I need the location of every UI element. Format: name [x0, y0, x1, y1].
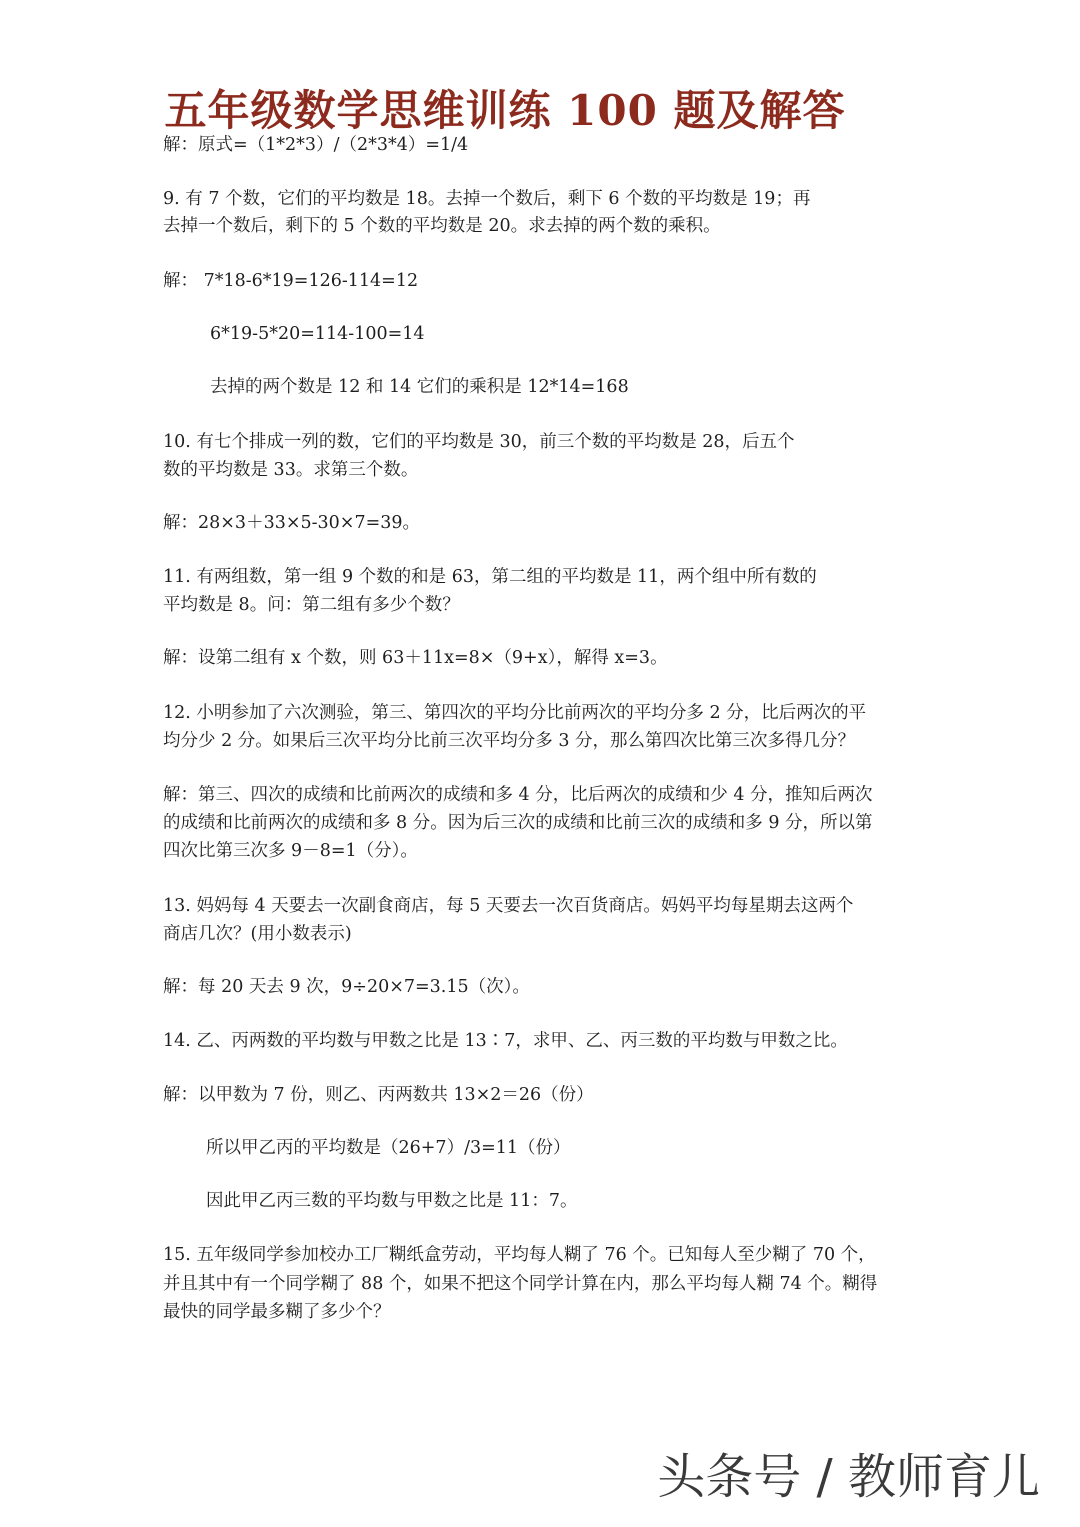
question-11-line-2: 平均数是 8。问：第二组有多少个数？ — [163, 595, 460, 615]
solution-10-line: 解：28×3＋33×5-30×7=39。 — [163, 513, 421, 533]
question-11-line-1: 11. 有两组数，第一组 9 个数的和是 63，第二组的平均数是 11，两个组中所有数的 — [163, 567, 817, 587]
question-10-line-2: 数的平均数是 33。求第三个数。 — [163, 460, 419, 480]
solution-14-line-2: 所以甲乙丙的平均数是（26+7）/3=11（份） — [206, 1138, 571, 1158]
question-15-line-1: 15. 五年级同学参加校办工厂糊纸盒劳动，平均每人糊了 76 个。已知每人至少糊了 70 个， — [163, 1245, 876, 1265]
question-12-line-2: 均分少 2 分。如果后三次平均分比前三次平均分多 3 分，那么第四次比第三次多得几分？ — [163, 731, 856, 751]
solution-14-line-3: 因此甲乙丙三数的平均数与甲数之比是 11：7。 — [206, 1191, 578, 1211]
question-13-line-1: 13. 妈妈每 4 天要去一次副食商店，每 5 天要去一次百货商店。妈妈平均每星期去这两个 — [163, 896, 854, 916]
question-15-line-2: 并且其中有一个同学糊了 88 个，如果不把这个同学计算在内，那么平均每人糊 74 个。糊得 — [163, 1274, 878, 1294]
question-9-line-1: 9. 有 7 个数，它们的平均数是 18。去掉一个数后，剩下 6 个数的平均数是 19；再 — [163, 189, 811, 209]
solution-9-line-1: 解： 7*18-6*19=126-114=12 — [163, 271, 419, 291]
solution-12-line-1: 解：第三、四次的成绩和比前两次的成绩和多 4 分，比后两次的成绩和少 4 分，推知后两次 — [163, 785, 873, 805]
solution-11-line: 解：设第二组有 x 个数，则 63＋11x=8×（9+x），解得 x=3。 — [163, 648, 668, 668]
question-9-line-2: 去掉一个数后，剩下的 5 个数的平均数是 20。求去掉的两个数的乘积。 — [163, 216, 721, 236]
solution-8-line: 解：原式=（1*2*3）/（2*3*4）=1/4 — [163, 135, 469, 155]
watermark-text: 头条号 / 教师育儿 — [657, 1449, 1040, 1505]
solution-12-line-2: 的成绩和比前两次的成绩和多 8 分。因为后三次的成绩和比前三次的成绩和多 9 分，所以第 — [163, 813, 873, 833]
solution-14-line-1: 解：以甲数为 7 份，则乙、丙两数共 13×2＝26（份） — [163, 1085, 594, 1105]
solution-9-line-2: 6*19-5*20=114-100=14 — [210, 324, 425, 344]
question-12-line-1: 12. 小明参加了六次测验，第三、第四次的平均分比前两次的平均分多 2 分，比后两次的平 — [163, 703, 867, 723]
solution-13-line: 解：每 20 天去 9 次，9÷20×7=3.15（次）。 — [163, 977, 530, 997]
question-15-line-3: 最快的同学最多糊了多少个？ — [163, 1302, 391, 1322]
solution-12-line-3: 四次比第三次多 9－8=1（分）。 — [163, 841, 418, 861]
question-13-line-2: 商店几次？(用小数表示) — [163, 924, 352, 944]
question-10-line-1: 10. 有七个排成一列的数，它们的平均数是 30，前三个数的平均数是 28，后五个 — [163, 432, 795, 452]
page-title: 五年级数学思维训练 100 题及解答 — [164, 86, 846, 135]
question-14-line: 14. 乙、丙两数的平均数与甲数之比是 13∶7，求甲、乙、丙三数的平均数与甲数之比。 — [163, 1031, 848, 1051]
solution-9-line-3: 去掉的两个数是 12 和 14 它们的乘积是 12*14=168 — [210, 377, 629, 397]
